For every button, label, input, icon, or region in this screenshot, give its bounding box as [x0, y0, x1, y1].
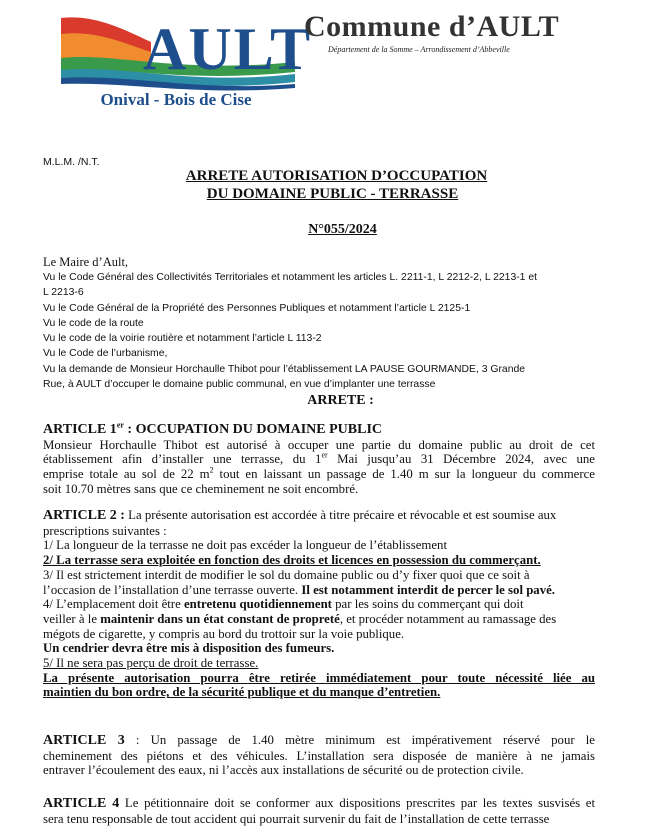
commune-title: Commune d’AULT — [304, 10, 560, 43]
visa-line: L 2213-6 — [43, 287, 84, 299]
article-2 — [43, 508, 595, 700]
article-2-intro: ARTICLE 2 : La présente autorisation est accordée à titre précaire et révocable et est soumise aux — [43, 508, 557, 523]
article-2-item-3: 3/ Il est strictement interdit de modifier le sol du domaine public ou d’y fixer quoi que ce soit à — [43, 567, 530, 582]
article-3-line: cheminement des piétons et des véhicules. L’installation sera disposée de manière à ne jamais — [43, 748, 595, 763]
reference-initials: M.L.M. /N.T. — [43, 156, 100, 168]
article-1-heading: ARTICLE 1er : OCCUPATION DU DOMAINE PUBLIC — [43, 420, 383, 437]
visa-line: Vu le Code de l’urbanisme, — [43, 348, 168, 360]
visa-line: Vu le code de la route — [43, 317, 144, 329]
visa-line: Le Maire d’Ault, — [43, 255, 129, 269]
visa-line: Vu la demande de Monsieur Horchaulle Thibot pour l’établissement LA PAUSE GOURMANDE, 3 Grande — [43, 363, 526, 375]
article-2-withdrawal: La présente autorisation pourra être retirée immédiatement pour toute nécessité liée au — [43, 670, 595, 685]
article-3-line: entraver l’écoulement des eaux, ni l’accès aux installations de sécurité ou de protection civile. — [43, 763, 524, 778]
article-1 — [43, 420, 595, 497]
visas-section — [43, 254, 603, 392]
logo-wordmark: AULT — [143, 16, 313, 82]
article-2-item-4: 4/ L’emplacement doit être entretenu quotidiennement par les soins du commerçant qui doit — [43, 597, 524, 612]
document-title-line-1: ARRETE AUTORISATION D’OCCUPATION — [185, 168, 488, 184]
article-2-item-4-cont: veiller à le maintenir dans un état constant de propreté, et procéder notamment au ramassage des — [43, 611, 557, 626]
article-2-withdrawal-cont: maintien du bon ordre, de la sécurité publique et du manque d’entretien. — [43, 685, 441, 700]
article-4-line: sera tenu responsable de tout accident qui pourrait survenir du fait de l’installation de cette terrasse — [43, 811, 550, 826]
article-3-line: ARTICLE 3 : Un passage de 1.40 mètre minimum est impérativement réservé pour le — [43, 733, 595, 748]
article-2-item-1: 1/ La longueur de la terrasse ne doit pas excéder la longueur de l’établissement — [43, 538, 448, 553]
article-3 — [43, 733, 595, 778]
article-4 — [43, 796, 595, 826]
commune-logo — [55, 12, 313, 122]
article-2-item-2: 2/ La terrasse sera exploitée en fonction des droits et licences en possession du commerçant. — [43, 553, 541, 568]
article-2-item-5: 5/ Il ne sera pas perçu de droit de terrasse. — [43, 656, 259, 671]
logo-tagline: Onival - Bois de Cise — [100, 90, 252, 109]
arrete-heading: ARRETE : — [307, 393, 374, 408]
document-title-line-2: DU DOMAINE PUBLIC - TERRASSE — [206, 186, 459, 202]
article-2-line: prescriptions suivantes : — [43, 523, 167, 538]
article-2-ashtray: Un cendrier devra être mis à disposition des fumeurs. — [43, 641, 335, 656]
commune-subtitle: Département de la Somme – Arrondissement d’Abbeville — [328, 45, 510, 54]
article-2-item-3-cont: l’occasion de l’installation d’une terrasse ouverte. Il est notamment interdit de percer le sol pavé. — [43, 582, 555, 597]
article-2-item-4-cont: mégots de cigarette, y compris au bord du trottoir sur la voie publique. — [43, 626, 405, 641]
visa-line: Vu le code de la voirie routière et notamment l’article L 113-2 — [43, 333, 322, 345]
visa-line: Rue, à AULT d’occuper le domaine public communal, en vue d’implanter une terrasse — [43, 379, 436, 391]
article-1-line: soit 10.70 mètres sans que ce cheminement ne soit encombré. — [43, 481, 359, 496]
visa-line: Vu le Code Général des Collectivités Territoriales et notamment les articles L. 2211-1, L 2212-2, L 2213-1 et — [43, 272, 538, 283]
article-1-line: Monsieur Horchaulle Thibot est autorisé à occuper une partie du domaine public au droit de cet — [43, 437, 595, 452]
article-1-line: emprise totale au sol de 22 $m^2$ tout en laissant un passage de 1.40 m sur la longueur du commerce — [43, 465, 595, 482]
decree-number: N°055/2024 — [308, 222, 377, 237]
article-1-line: établissement afin d’installer une terrasse, du 1er Mai jusqu’au 31 Décembre 2024, avec une — [43, 451, 595, 467]
article-4-line: ARTICLE 4 Le pétitionnaire doit se conformer aux dispositions prescrites par les textes susvisés et — [43, 796, 596, 811]
visa-line: Vu le Code Général de la Propriété des Personnes Publiques et notamment l’article L 2125-1 — [43, 302, 471, 314]
